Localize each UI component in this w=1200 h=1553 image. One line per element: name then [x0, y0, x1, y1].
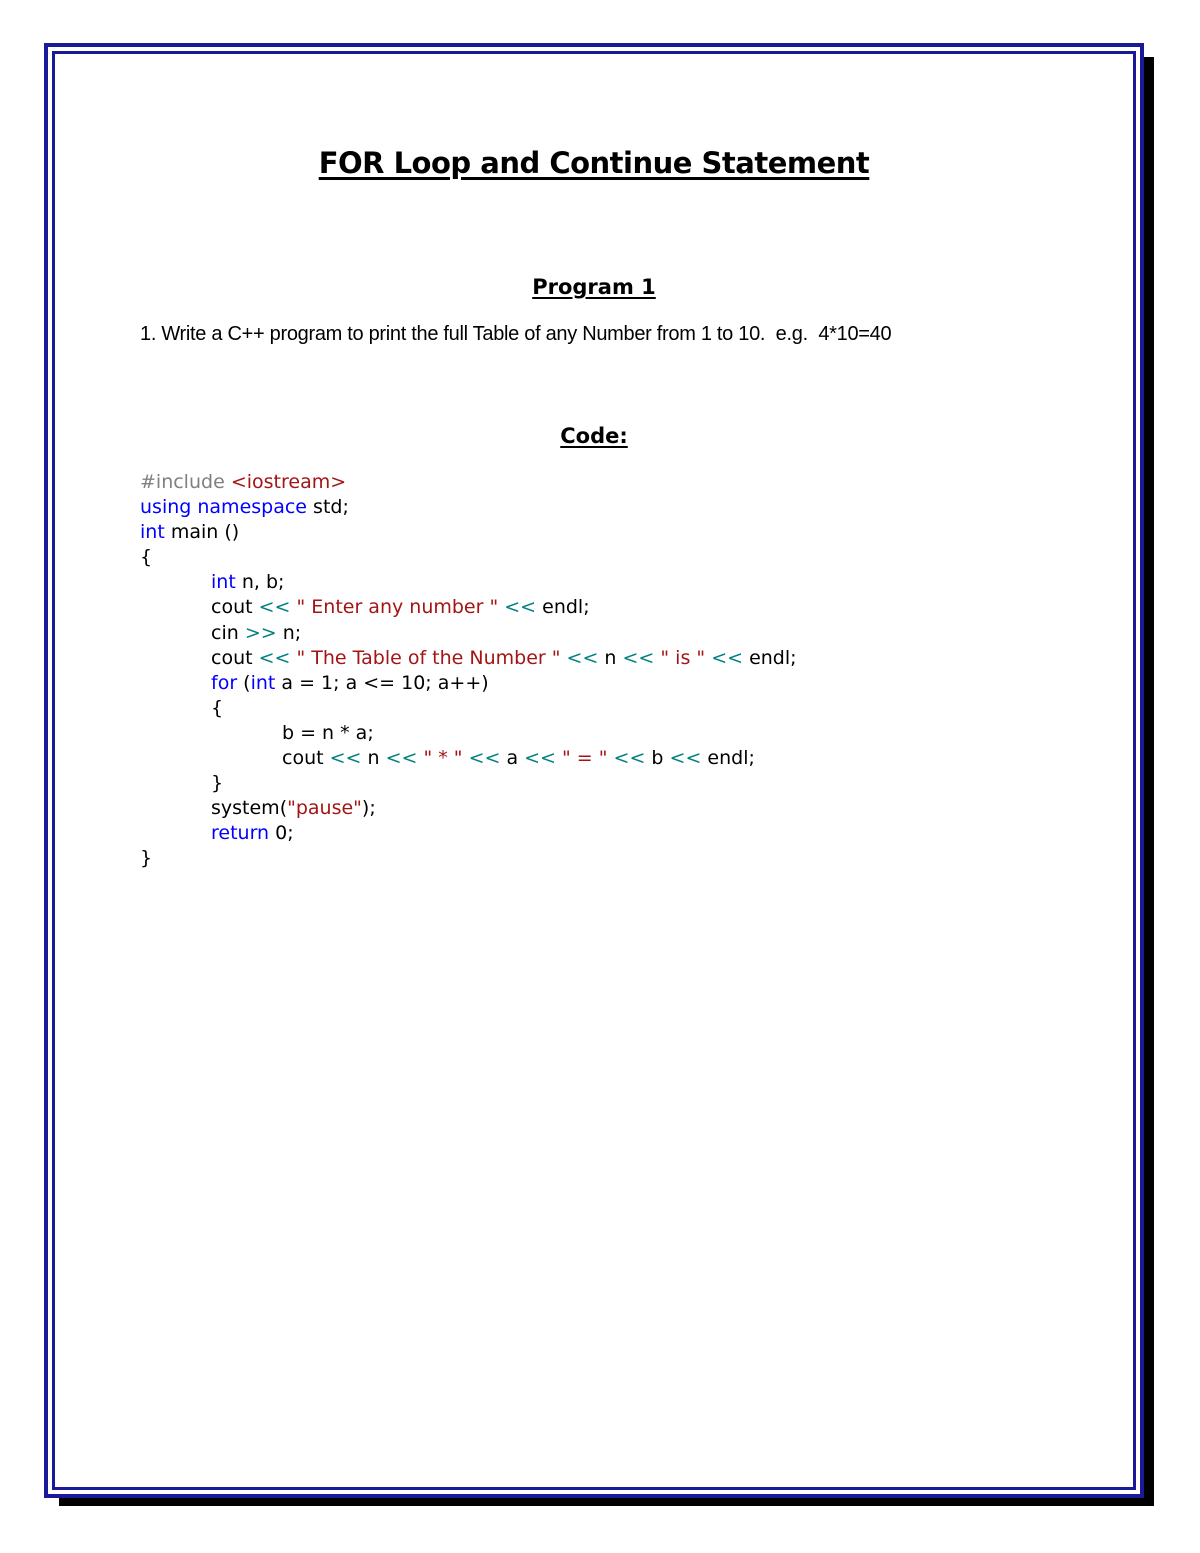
- code-line-cout-table: [140, 646, 797, 671]
- code-token: int: [140, 521, 165, 544]
- code-line-cin: [140, 621, 797, 646]
- code-line-cout-prompt: [140, 595, 797, 620]
- code-token: {: [211, 696, 224, 719]
- code-token: n, b;: [235, 571, 285, 594]
- code-line-for: [140, 671, 797, 696]
- code-line-return: [140, 821, 797, 846]
- code-line-cout-result: [140, 746, 797, 771]
- code-token: "pause": [287, 797, 362, 820]
- code-token: <<: [258, 596, 291, 619]
- code-token: int: [250, 671, 276, 694]
- code-token: cout: [211, 646, 259, 669]
- code-line-multiply: [140, 721, 797, 746]
- code-token: <<: [711, 646, 744, 669]
- code-token: using: [140, 496, 192, 519]
- code-token: <<: [566, 646, 599, 669]
- code-token: endl;: [701, 747, 755, 770]
- program-heading: Program 1: [532, 275, 656, 299]
- code-token: namespace: [197, 496, 307, 519]
- code-token: for: [211, 671, 238, 694]
- code-token: " Enter any number ": [290, 596, 505, 619]
- code-token: }: [140, 847, 153, 870]
- code-token: n: [598, 646, 623, 669]
- code-token: " The Table of the Number ": [290, 646, 567, 669]
- code-token: " * ": [417, 747, 469, 770]
- code-line-open-brace: [140, 545, 797, 570]
- code-token: <<: [504, 596, 537, 619]
- code-token: std;: [307, 496, 349, 519]
- code-token: 0;: [269, 822, 294, 845]
- question-text: 1. Write a C++ program to print the full Table of any Number from 1 to 10. e.g. 4*10=40: [140, 323, 892, 345]
- code-line-close-brace: [140, 846, 797, 871]
- code-line-include: [140, 470, 797, 495]
- code-line-using: [140, 495, 797, 520]
- code-token: <<: [524, 747, 556, 770]
- code-token: }: [211, 772, 224, 795]
- code-token: endl;: [743, 646, 797, 669]
- code-line-main: [140, 520, 797, 545]
- code-token: {: [140, 546, 153, 569]
- code-token: cout: [282, 747, 330, 770]
- code-token: b = n * a;: [282, 721, 374, 744]
- code-token: main (): [164, 521, 240, 544]
- code-token: a = 1; a <= 10; a++): [275, 671, 489, 694]
- code-token: <<: [258, 646, 291, 669]
- code-token: return: [211, 822, 270, 845]
- code-token: <<: [613, 747, 646, 770]
- code-token: cin: [211, 621, 245, 644]
- code-token: );: [361, 797, 376, 820]
- code-token: " is ": [654, 646, 712, 669]
- code-token: int: [211, 571, 236, 594]
- code-token: (: [237, 671, 251, 694]
- code-block: [140, 470, 797, 872]
- code-token: n: [361, 747, 386, 770]
- code-token: <<: [622, 646, 655, 669]
- code-token: <iostream>: [230, 471, 347, 493]
- code-token: #include: [140, 471, 231, 493]
- code-token: <<: [669, 747, 702, 770]
- code-token: <<: [385, 747, 418, 770]
- code-token: b: [645, 747, 670, 770]
- code-token: system(: [211, 797, 288, 820]
- page-title: FOR Loop and Continue Statement: [318, 146, 870, 180]
- code-token: " = ": [555, 747, 614, 770]
- code-line-for-close-brace: [140, 771, 797, 796]
- code-heading: Code:: [560, 424, 628, 448]
- code-token: n;: [276, 621, 302, 644]
- code-line-declare: [140, 570, 797, 595]
- code-token: <<: [329, 747, 362, 770]
- code-token: endl;: [536, 596, 590, 619]
- code-token: <<: [468, 747, 501, 770]
- code-line-system-pause: [140, 796, 797, 821]
- code-line-for-open-brace: [140, 696, 797, 721]
- code-token: cout: [211, 596, 259, 619]
- code-token: >>: [244, 621, 277, 644]
- code-token: a: [500, 747, 525, 770]
